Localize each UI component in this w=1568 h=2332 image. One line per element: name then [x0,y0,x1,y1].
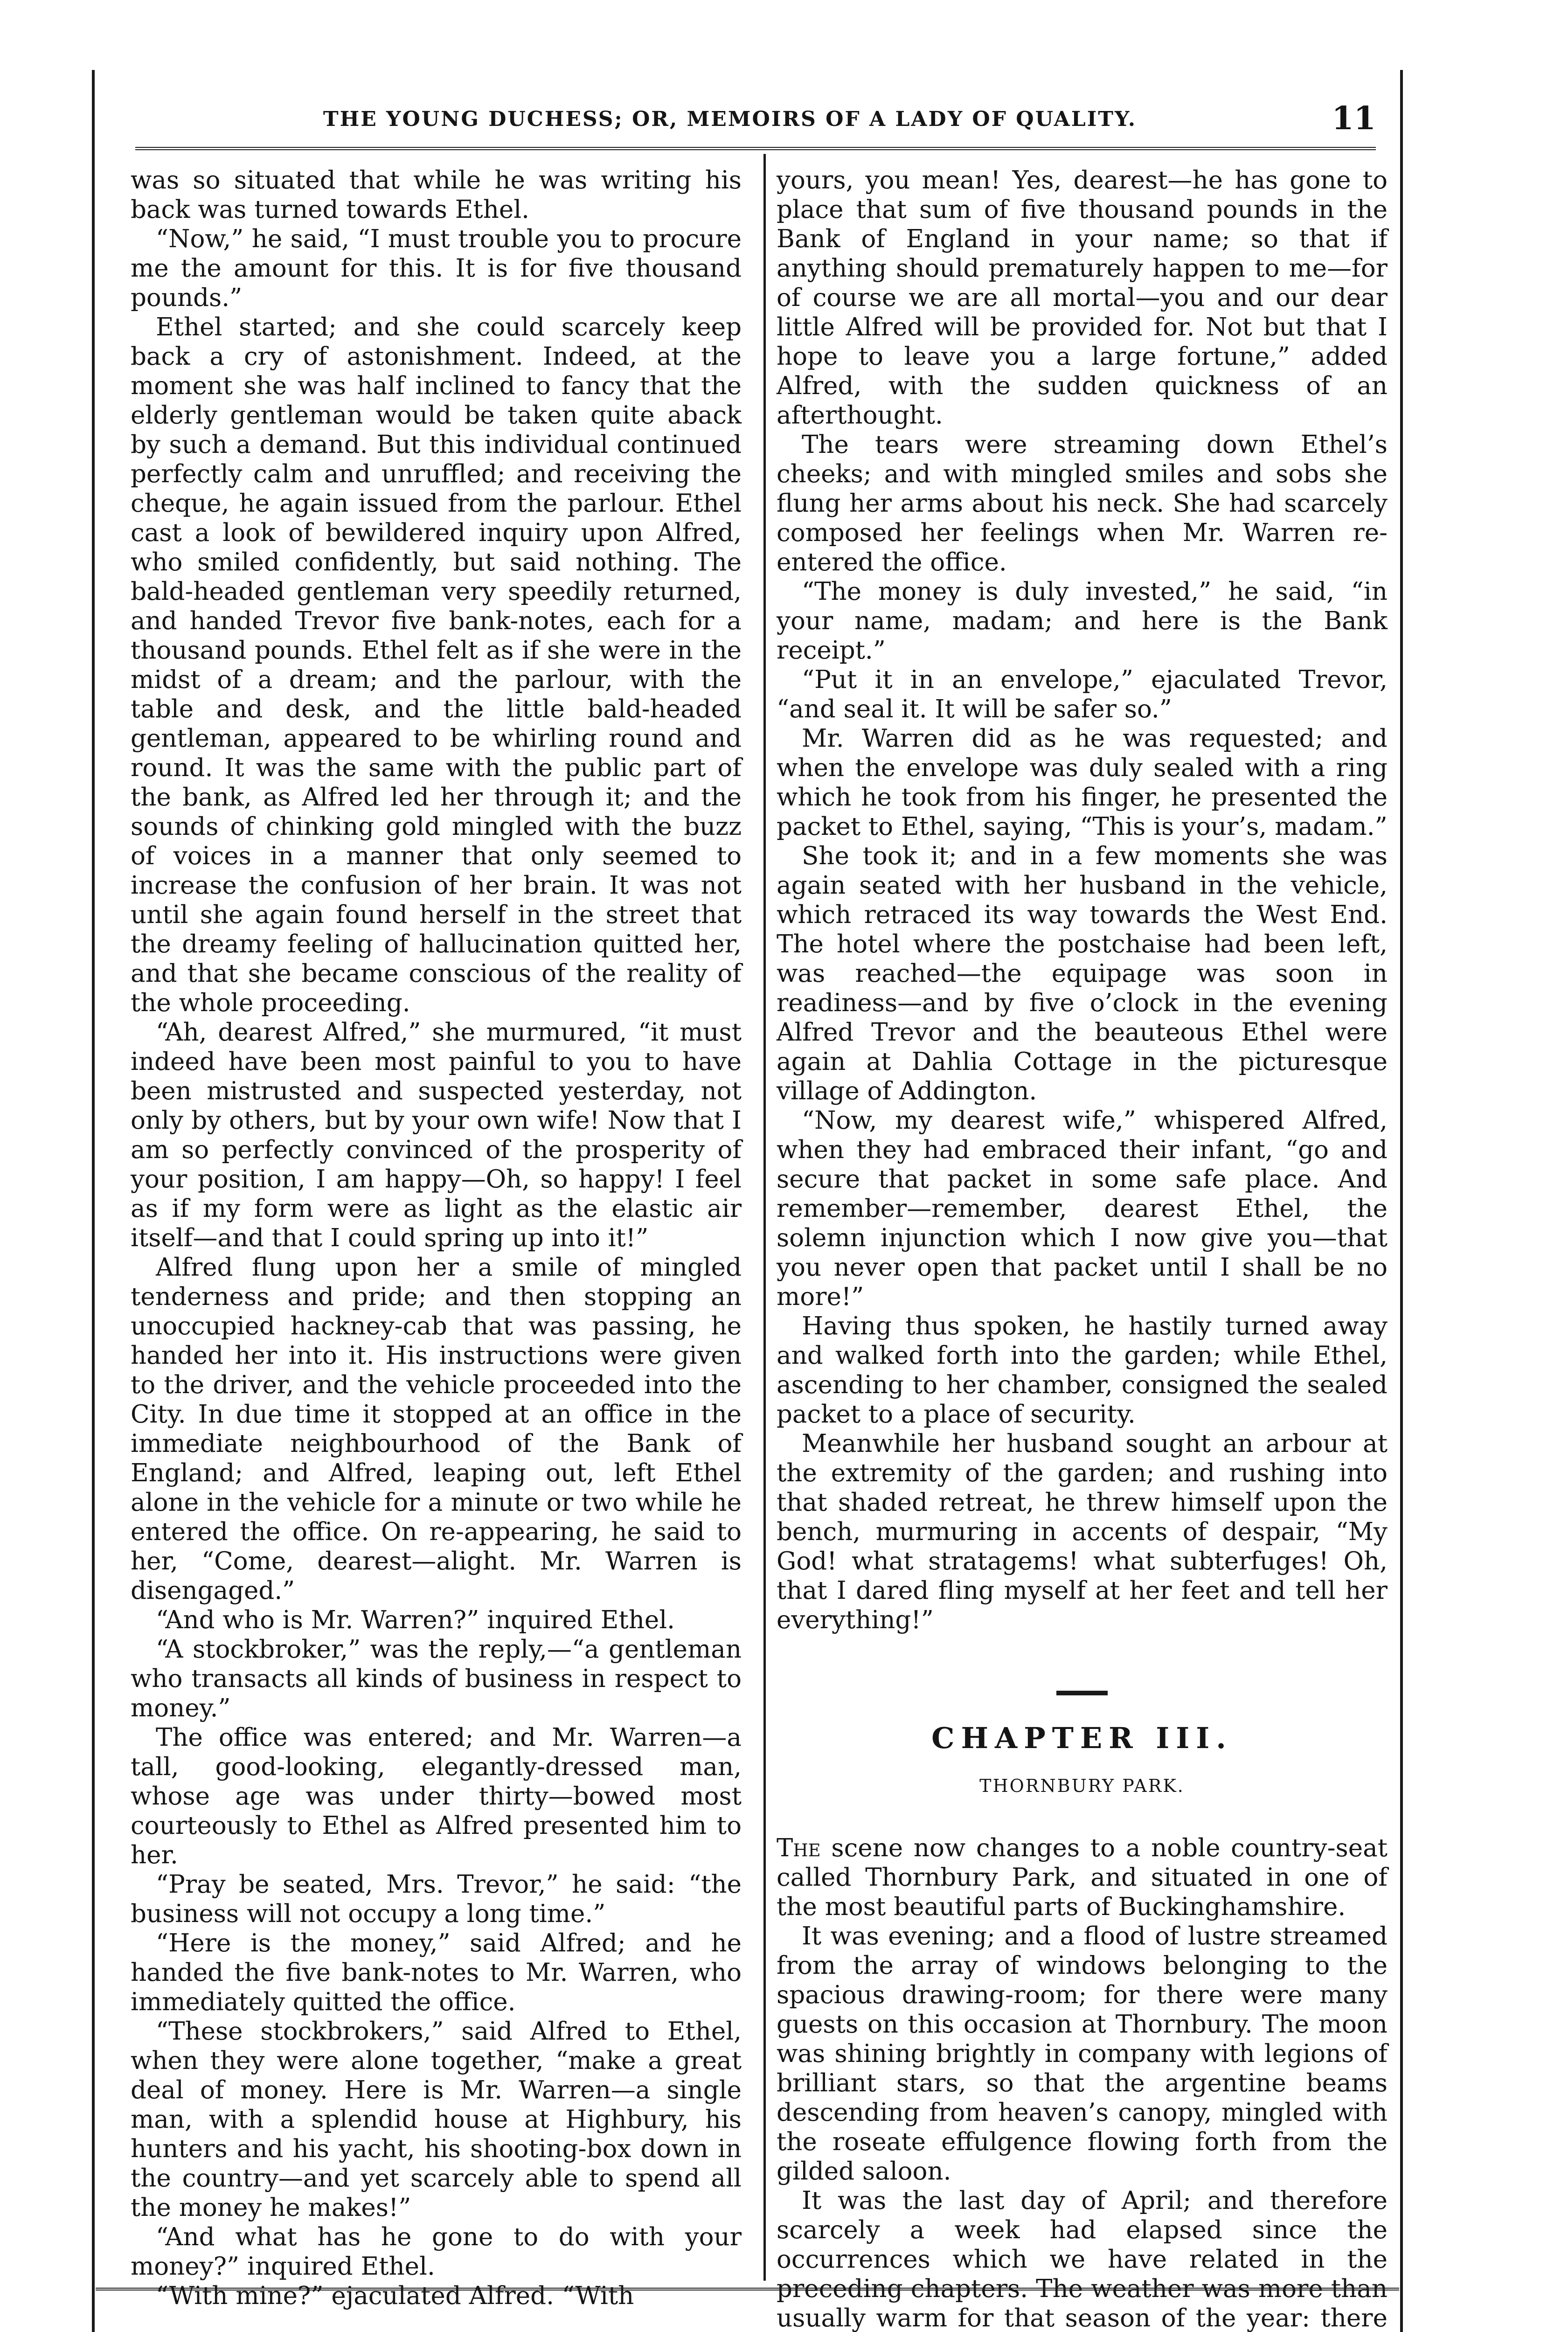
paragraph: “Put it in an envelope,” ejaculated Trevor, “and seal it. It will be safer so.” [777,666,1388,723]
paragraph: Meanwhile her husband sought an arbour at the extremity of the garden; and rushing into that shaded retreat, he threw himself upon the bench, murmuring in accents of despair, “My God! what stratagems! what subterfuges! Oh, that I dared fling myself at her feet and tell her everything!” [777,1430,1388,1634]
paragraph: She took it; and in a few moments she was again seated with her husband in the vehicle, which retraced its way towards the West End. The hotel where the postchaise had been left, was reached—the equipage was soon in readiness—and by five o’clock in the evening Alfred Trevor and the beauteous Ethel were again at Dahlia Cottage in the picturesque village of Addington. [777,842,1388,1105]
paragraph: Having thus spoken, he hastily turned away and walked forth into the garden; while Ethel, ascending to her chamber, consigned the sealed packet to a place of security. [777,1312,1388,1429]
running-head [126,98,1395,149]
running-title: THE YOUNG DUCHESS; OR, MEMOIRS OF A LADY OF QUALITY. [323,107,1137,131]
paragraph: “Now,” he said, “I must trouble you to procure me the amount for this. It is for five thousand pounds.” [131,225,742,312]
paragraph: “These stockbrokers,” said Alfred to Ethel, when they were alone together, “make a great deal of money. Here is Mr. Warren—a single man, with a splendid house at Highbury, his hunters and his yacht, his shooting-box down in the country—and yet scarcely able to spend all the money he makes!” [131,2017,742,2222]
chapter-first-word: The [777,1834,821,1862]
paragraph: It was evening; and a flood of lustre streamed from the array of windows belonging to the spacious drawing-room; for there were many guests on this occasion at Thornbury. The moon was shining brightly in company with legions of brilliant stars, so that the argentine beams descending from heaven’s canopy, mingled with the roseate effulgence flowing forth from the gilded saloon. [777,1922,1388,2186]
paragraph: The office was entered; and Mr. Warren—a tall, good-looking, elegantly-dressed man, whose age was under thirty—bowed most courteously to Ethel as Alfred presented him to her. [131,1723,742,1869]
paragraph: “A stockbroker,” was the reply,—“a gentleman who transacts all kinds of business in respect to money.” [131,1635,742,1722]
paragraph: “Here is the money,” said Alfred; and he handed the five bank-notes to Mr. Warren, who immediately quitted the office. [131,1929,742,2016]
paragraph: Mr. Warren did as he was requested; and when the envelope was duly sealed with a ring which he took from his finger, he presented the packet to Ethel, saying, “This is your’s, madam.” [777,724,1388,841]
paragraph: “With mine?” ejaculated Alfred. “With [156,2282,634,2310]
paragraph: “Ah, dearest Alfred,” she murmured, “it must indeed have been most painful to you to have been mistrusted and suspected yesterday, not only by others, but by your own wife! Now that I am so perfectly convinced of the prosperity of your position, I am happy—Oh, so happy! I feel as if my form were as light as the elastic air itself—and that I could spring up into it!” [131,1018,742,1252]
paragraph: Alfred flung upon her a smile of mingled tenderness and pride; and then stopping an unoccupied hackney-cab that was passing, he handed her into it. His instructions were given to the driver, and the vehicle proceeded into the City. In due time it stopped at an office in the immediate neighbourhood of the Bank of England; and Alfred, leaping out, left Ethel alone in the vehicle for a minute or two while he entered the office. On re-appearing, he said to her, “Come, dearest—alight. Mr. Warren is disengaged.” [131,1253,742,1605]
right-column [777,166,1388,2332]
chapter-subtitle: THORNBURY PARK. [979,1776,1185,1796]
page-number: 11 [1332,100,1376,137]
paragraph: Ethel started; and she could scarcely keep back a cry of astonishment. Indeed, at the moment she was half inclined to fancy that the elderly gentleman would be taken quite aback by such a demand. But this individual continued perfectly calm and unruffled; and receiving the cheque, he again issued from the parlour. Ethel cast a look of bewildered inquiry upon Alfred, who smiled confidently, but said nothing. The bald-headed gentleman very speedily returned, and handed Trevor five bank-notes, each for a thousand pounds. Ethel felt as if she were in the midst of a dream; and the parlour, with the table and desk, and the little bald-headed gentleman, appeared to be whirling round and round. It was the same with the public part of the bank, as Alfred led her through it; and the sounds of chinking gold mingled with the buzz of voices in a manner that only seemed to increase the confusion of her brain. It was not until she again found herself in the street that the dreamy feeling of hallucination quitted her, and that she became conscious of the reality of the whole proceeding. [131,313,742,1017]
left-column [131,166,742,2311]
chapter-heading: CHAPTER III. [931,1721,1233,1755]
chapter-separator [1056,1691,1108,1695]
paragraph: yours, you mean! Yes, dearest—he has gone to place that sum of five thousand pounds in the Bank of England in your name; so that if anything should prematurely happen to me—for of course we are all mortal—you and our dear little Alfred will be provided for. Not but that I hope to leave you a large fortune,” added Alfred, with the sudden quickness of an afterthought. [777,166,1388,430]
chapter-first-text: scene now changes to a noble country-seat called Thornbury Park, and situated in one of the most beautiful parts of Buckinghamshire. [777,1834,1388,1921]
paragraph: “And what has he gone to do with your money?” inquired Ethel. [131,2223,742,2281]
paragraph: “The money is duly invested,” he said, “in your name, madam; and here is the Bank receipt.” [777,577,1388,665]
paragraph: “And who is Mr. Warren?” inquired Ethel. [156,1606,675,1634]
paragraph: The tears were streaming down Ethel’s cheeks; and with mingled smiles and sobs she flung her arms about his neck. She had scarcely composed her feelings when Mr. Warren re-entered the office. [777,430,1388,576]
paragraph: It was the last day of April; and therefore scarcely a week had elapsed since the occurrences which we have related in the preceding chapters. The weather was more than usually warm for that season of the year: there [777,2186,1388,2332]
paragraph: “Now, my dearest wife,” whispered Alfred, when they had embraced their infant, “go and secure that packet in some safe place. And remember—remember, dearest Ethel, the solemn injunction which I now give you—that you never open that packet until I shall be no more!” [777,1106,1388,1311]
chapter-opening-paragraph [777,1833,1388,1922]
paragraph: was so situated that while he was writing his back was turned towards Ethel. [131,166,742,224]
column-divider [763,154,766,2281]
header-rule [135,147,1376,150]
paragraph: “Pray be seated, Mrs. Trevor,” he said: “the business will not occupy a long time.” [131,1870,742,1928]
